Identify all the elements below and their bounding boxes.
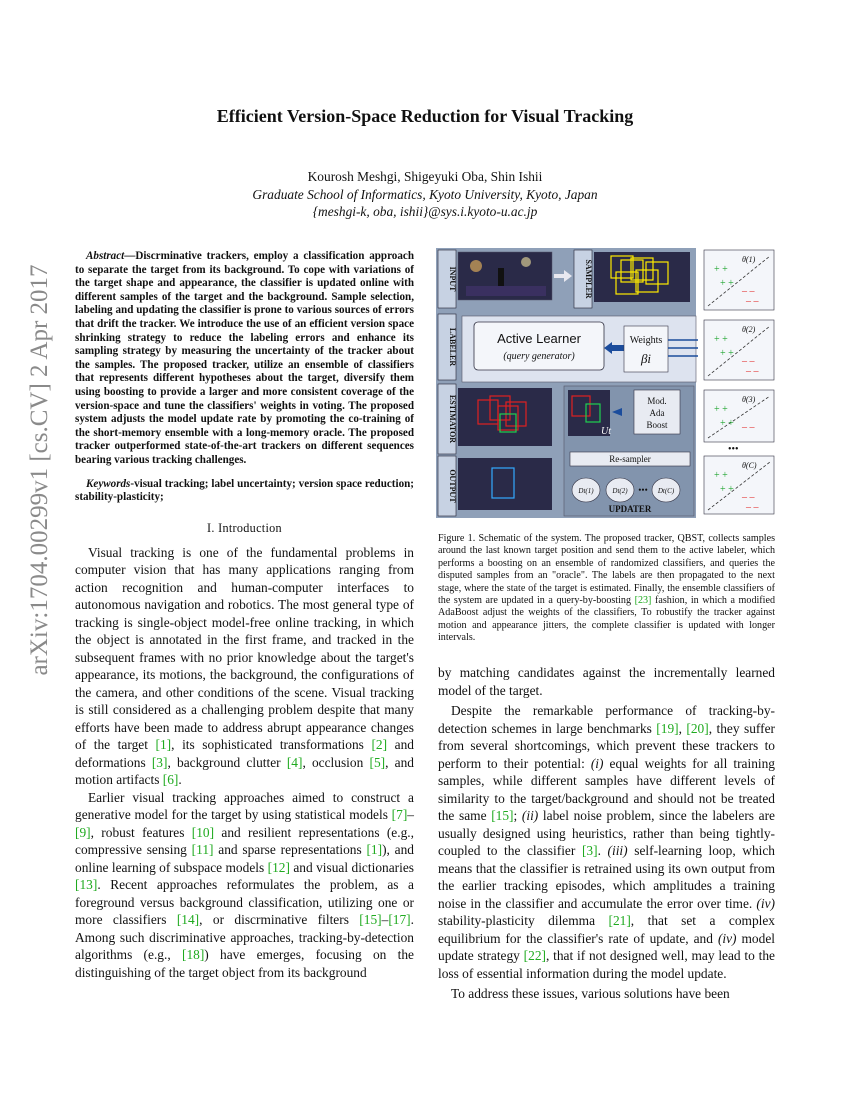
svg-text:– –: – – [746, 366, 759, 377]
citation-link[interactable]: [9] [75, 824, 91, 840]
citation-link[interactable]: [10] [191, 824, 215, 840]
abstract [75, 250, 414, 468]
arxiv-stamp [20, 264, 60, 676]
citation-link[interactable]: [20] [686, 720, 709, 736]
figure-1 [436, 248, 776, 528]
svg-text:+ +: + + [720, 348, 734, 359]
svg-text:+ +: + + [714, 404, 728, 415]
figure-caption: Figure 1. Schematic of the system. The proposed tracker, QBST, collects samples around the last known target position and send them to the active labeler, which performs a boosting on an ensemble of randomized classifiers, and queries the disputed samples from an "oracle". The labels are then propagated to the next stage, where the state of the target is estimated. Finally, the ensemble classifiers of the system are updated in a query-by-boosting [23] fashion, in which a modified AdaBoost adjust the weights of the classifiers, To robustify the tracker against motion and appearance jitters, the complete classifier is updated with longer intervals. [438, 533, 775, 644]
intro-paragraph-2: Earlier visual tracking approaches aimed to construct a generative model for the target by using statistical models [7]–[9], robust features [10] and resilient representations (e.g., compressive sensing [11] and sparse representations [1]), and online learning of subspace models [12] and visual dictionaries [13]. Recent approaches reformulates the problem, as a foreground versus background classification, utilizing one or more classifiers [14], or discrminative filters [15]–[17]. Among such discriminative approaches, tracking-by-detection algorithms (e.g., [18]) have emerges, focusing on the distinguishing of the target object from its background [75, 789, 414, 980]
svg-text:+ +: + + [714, 334, 728, 345]
citation-link[interactable]: [2] [371, 737, 388, 753]
svg-text:– –: – – [742, 286, 755, 297]
ada-label: Ada [649, 408, 665, 418]
affiliation: Graduate School of Informatics, Kyoto University, Kyoto, Japan [252, 186, 598, 202]
keywords-text: -visual tracking; label uncertainty; version space reduction; stability-plasticity; [75, 477, 414, 504]
right-paragraph-2: Despite the remarkable performance of tracking-by-detection schemes in large benchmarks [19], [20], they suffer from several shortcomings, which prevent these trackers to perform to their potential: (i) equal weights for all training samples, while different samples have different levels of similarity to the target/background and should not be treated the same [15]; (ii) label noise problem, since the labelers are usually designed using heuristics, rather than being tightly-coupled to the classifier [3]. (iii) self-learning loop, which means that the classifier is retrained using its own output from the earlier tracking episodes, which amplitudes a training noise in the classifier and accumulate the error over time. (iv) stability-plasticity dilemma [21], that set a complex equilibrium for the classifier's rate of update, and (iv) model update strategy [22], that if not designed well, may lead to the loss of essential information during the model update. [438, 703, 776, 981]
abstract-text: —Discrminative trackers, employ a classification approach to separate the target from its background. To cope with variations of the target shape and appearance, the classifier is updated online with different samples of the target and the background. Sample selection, labeling and updating the classifier is prone to various sources of errors that drift the tracker. We introduce the use of an efficient version space shrinking strategy to reduce the labeling errors and enhance its sampling strategy by measuring the uncertainty of the tracker about the samples. The proposed tracker, utilize an ensemble of classifiers that represents different hypotheses about the target, diversify them using boosting to provide a larger and more consistent coverage of the version-space and tune the classifiers' weights in voting. The proposed system adjusts the model update rate by promoting the co-training of the short-memory ensemble with a long-memory oracle. The proposed tracker outperformed state-of-the-art trackers on different sequences bearing various tracking challenges. [75, 250, 414, 466]
left-column [75, 250, 414, 981]
d1-label: Dt(1) [578, 487, 594, 495]
citation-link[interactable]: [5] [369, 754, 386, 770]
estimator-label: ESTIMATOR [448, 394, 457, 444]
dc-label: Dt(C) [657, 487, 675, 495]
citation-link[interactable]: [12] [267, 859, 290, 875]
labeler-label: LABELER [448, 327, 457, 367]
svg-text:– –: – – [746, 296, 759, 307]
citation-link[interactable]: [14] [176, 912, 200, 928]
section-heading: I. Introduction [207, 520, 282, 535]
citation-link[interactable]: [21] [608, 913, 631, 928]
email: {meshgi-k, oba, ishii}@sys.i.kyoto-u.ac.jp [312, 204, 538, 220]
weights-label: Weights [629, 335, 663, 346]
citation-link[interactable]: [1] [366, 842, 383, 858]
svg-text:– –: – – [742, 492, 755, 503]
sampler-label: SAMPLER [584, 259, 593, 299]
estimator-frame-image [458, 388, 552, 446]
output-label: OUTPUT [448, 469, 457, 503]
author-names: Kourosh Meshgi, Shigeyuki Oba, Shin Ishii [307, 169, 543, 184]
citation-link[interactable]: [4] [286, 754, 303, 770]
citation-link[interactable]: [19] [656, 720, 679, 736]
citation-link[interactable]: [6] [162, 772, 179, 788]
thetac-label: θ(C) [742, 461, 757, 470]
ut-label: Ut [601, 426, 611, 437]
updater-label: UPDATER [608, 504, 652, 514]
citation-link[interactable]: [17] [388, 912, 411, 928]
citation-link[interactable]: [7] [391, 807, 408, 823]
arxiv-id: arXiv:1704.00299v1 [cs.CV] 2 Apr 2017 [26, 264, 53, 676]
svg-text:– –: – – [746, 502, 759, 513]
citation-link[interactable]: [3] [151, 754, 168, 770]
citation-link[interactable]: [1] [155, 737, 172, 753]
citation-link[interactable]: [15] [359, 912, 382, 928]
theta3-label: θ(3) [742, 395, 756, 404]
paper-title: Efficient Version-Space Reduction for Visual Tracking [216, 106, 634, 126]
citation-link[interactable]: [18] [181, 947, 205, 963]
svg-text:– –: – – [742, 356, 755, 367]
svg-text:+ +: + + [720, 484, 734, 495]
classifier-plots [704, 250, 774, 514]
citation-link[interactable]: [3] [581, 843, 598, 858]
svg-text:+ +: + + [714, 264, 728, 275]
author-block [0, 168, 850, 221]
right-paragraph-3: To address these issues, various solutions have been [451, 986, 730, 1001]
mod-label: Mod. [647, 396, 667, 406]
citation-link[interactable]: [13] [75, 877, 98, 893]
svg-text:– –: – – [742, 422, 755, 433]
theta1-label: θ(1) [742, 255, 756, 264]
active-learner-title: Active Learner [497, 331, 581, 346]
output-frame-image [458, 458, 552, 510]
beta-label: βi [640, 351, 652, 366]
query-generator-label: (query generator) [503, 351, 575, 362]
svg-text:•••: ••• [638, 485, 648, 495]
keywords [75, 478, 414, 505]
resampler-label: Re-sampler [609, 454, 651, 464]
input-label: INPUT [448, 266, 457, 292]
keywords-label: Keywords [86, 477, 131, 490]
active-learner-box [474, 322, 604, 370]
theta2-label: θ(2) [742, 325, 756, 334]
boost-label: Boost [646, 420, 668, 430]
citation-link[interactable]: [22] [523, 948, 546, 963]
citation-link[interactable]: [15] [491, 808, 514, 823]
right-column [438, 664, 775, 1003]
svg-text:+ +: + + [720, 278, 734, 289]
intro-paragraph-1: Visual tracking is one of the fundamental problems in computer vision that has many applications ranging from action recognition and human-computer interfaces to autonomous navigation and robotics. The most general type of tracking is single-object model-free online tracking, in which the object is annotated in the first frame, and tracked in the subsequent frames with no prior knowledge about the target's appearance, its motions, the background, the configurations of the camera, and other conditions of the scene. Visual tracking is still considered as a challenging problem despite that many efforts have been made to address abrupt appearance changes of the target [1], its sophisticated transformations [2] and deformations [3], background clutter [4], occlusion [5], and motion artifacts [6]. [75, 544, 414, 788]
citation-link[interactable]: [11] [191, 842, 214, 858]
svg-text:+ +: + + [714, 470, 728, 481]
d2-label: Dt(2) [612, 487, 628, 495]
right-paragraph-1: by matching candidates against the incrementally learned model of the target. [438, 665, 775, 698]
abstract-label: Abstract [86, 250, 125, 262]
citation-link[interactable]: [23] [634, 595, 652, 607]
svg-text:+ +: + + [720, 418, 734, 429]
svg-text:•••: ••• [728, 444, 739, 455]
